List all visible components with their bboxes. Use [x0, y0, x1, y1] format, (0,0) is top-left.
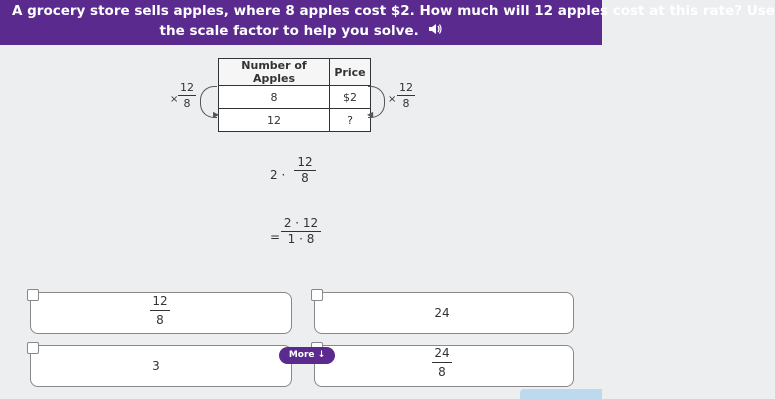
question-banner [0, 0, 775, 45]
work-line1-den: 8 [301, 171, 309, 185]
arrowhead-left-icon: ▶ [213, 110, 220, 119]
work-line2-fraction [281, 217, 321, 246]
speaker-icon[interactable] [428, 23, 442, 38]
answer-1-fraction [148, 294, 172, 327]
question-line-2 [0, 23, 602, 39]
answer-4-den: 8 [438, 365, 446, 379]
cell-apples-row1: 8 [219, 86, 330, 109]
more-button[interactable]: More ↓ [279, 347, 335, 364]
apples-price-table [218, 58, 374, 132]
question-line-2-text: the scale factor to help you solve. [159, 23, 419, 39]
scale-right-fraction [397, 81, 415, 110]
header-number-of-apples: Number of Apples [219, 59, 330, 86]
scale-left-num: 12 [180, 81, 194, 94]
scale-right-den: 8 [402, 97, 410, 110]
cell-apples-row2: 12 [219, 109, 330, 132]
header-price: Price [330, 59, 371, 86]
answer-1-num: 12 [152, 294, 168, 308]
fraction-bar [432, 362, 452, 363]
scale-left-times: × [170, 94, 179, 105]
fraction-bar [397, 95, 415, 96]
fraction-bar [178, 95, 196, 96]
work-line1-fraction [294, 156, 316, 185]
arrowhead-right-icon: ◀ [367, 110, 374, 119]
work-line2-den: 1 · 8 [287, 232, 315, 246]
cell-price-row1: $2 [330, 86, 371, 109]
answer-4-fraction [430, 346, 454, 379]
bottom-action-strip[interactable] [520, 389, 602, 399]
work-line2-equals: = [270, 230, 281, 244]
fraction-bar [150, 310, 170, 311]
question-line-1: A grocery store sells apples, where 8 apples cost $2. How much will 12 apples cost at this rate? Use [12, 3, 775, 19]
answer-2-value: 24 [434, 306, 450, 320]
answer-3-value: 3 [152, 359, 160, 373]
answer-4-num: 24 [434, 346, 450, 360]
cell-price-row2: ? [330, 109, 371, 132]
drag-handle[interactable] [27, 342, 39, 354]
drag-handle[interactable] [27, 289, 39, 301]
work-line2-num: 2 · 12 [283, 216, 319, 230]
scale-left-den: 8 [183, 97, 191, 110]
work-line1-prefix: 2 · [270, 168, 286, 182]
scale-right-num: 12 [399, 81, 413, 94]
scale-right-times: × [388, 94, 397, 105]
drag-handle[interactable] [311, 289, 323, 301]
work-line1-num: 12 [297, 155, 313, 169]
answer-1-den: 8 [156, 313, 164, 327]
scale-left-fraction [178, 81, 196, 110]
